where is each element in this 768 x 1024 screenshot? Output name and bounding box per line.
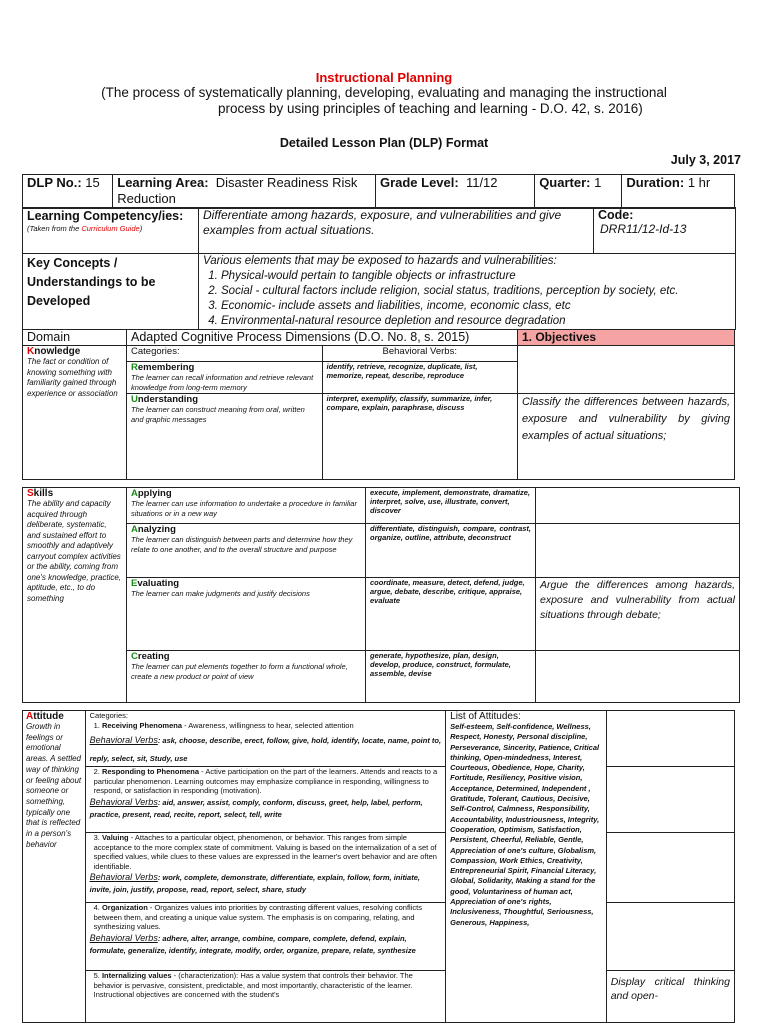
objectives-header: 1. Objectives bbox=[518, 330, 735, 346]
applying-objective-cell bbox=[536, 488, 740, 524]
applying-cell bbox=[127, 488, 366, 524]
learning-area-cell: Learning Area: Disaster Readiness Risk Reduction bbox=[113, 175, 376, 209]
quarter-cell: Quarter: 1 bbox=[535, 175, 622, 209]
key-concepts-label-cell bbox=[23, 254, 199, 330]
evaluating-verbs: coordinate, measure, detect, defend, judge, argue, debate, describe, critique, appraise, evaluate bbox=[366, 578, 536, 651]
competency-text-cell bbox=[199, 208, 594, 254]
competency-note: (Taken from the Curriculum Guide) bbox=[27, 224, 143, 233]
skills-table bbox=[22, 487, 740, 703]
understanding-verbs: interpret, exemplify, classify, summarize, infer, compare, explain, paraphrase, discuss bbox=[322, 394, 518, 480]
key-concepts-label: Key Concepts / Understandings to be Developed bbox=[27, 256, 156, 308]
attitude-verbs: Behavioral Verbs: adhere, alter, arrange, combine, compare, complete, defend, explain, formulate, generalize, identify, integrate, modify, order, organize, prepare, relate, synthesize bbox=[89, 932, 416, 955]
evaluating-title: Evaluating bbox=[131, 578, 180, 589]
analyzing-title: Analyzing bbox=[131, 524, 176, 535]
attitude-cat-2 bbox=[85, 767, 446, 833]
dlp-cell: DLP No.: 15 bbox=[23, 175, 113, 209]
attitude-list: Self-esteem, Self-confidence, Wellness, Respect, Honesty, Personal discipline, Perseverance, Sincerity, Patience, Critical thinking, Open-mindedness, Interest, Courteous, Obedience, Hope, Charity, Fortitude, Resiliency, Positive vision, Acceptance, Determined, Independent , Gratitude, Tolerant, Cautious, Decisive, Self-Control, Calmness, Responsibility, Accountability, Industriousness, Integrity, Cooperation, Optimism, Satisfaction, Persistent, Cheerful, Reliable, Gentle, Appreciation of one's culture, Globalism, Compassion, Work Ethics, Creativity, Entrepreneurial Spirit, Financial Literacy, Global, Solidarity, Making a stand for the good, Voluntariness of human act, Appreciation of one's rights, Inclusiveness, Thoughtful, Seriousness, Generous, Happiness, bbox=[450, 722, 600, 927]
attitude-verbs: Behavioral Verbs: work, complete, demonstrate, differentiate, explain, follow, form, initiate, invite, join, justify, propose, read, report, select, share, study bbox=[89, 872, 420, 894]
attitude-verbs: Behavioral Verbs: ask, choose, describe, erect, follow, give, hold, identify, locate, name, point to, reply, select, sit, Study, use bbox=[89, 735, 442, 763]
attitude-cat-text: 5. Internalizing values - (characterization): Has a value system that controls their behavior. The behavior is pervasive, consistent, predictable, and most importantly, characteristic of the learner. Instructional objectives are concerned with the student's bbox=[93, 971, 413, 999]
key-concept-item: 2. Social - cultural factors include religion, social status, traditions, perception by society, etc. bbox=[221, 284, 731, 299]
duration-cell: Duration: 1 hr bbox=[622, 175, 735, 209]
creating-desc: The learner can put elements together to form a functional whole, create a new product or point of view bbox=[131, 662, 348, 681]
creating-title: Creating bbox=[131, 651, 170, 662]
knowledge-table bbox=[22, 329, 735, 480]
attitude-cat-text: 2. Responding to Phenomena - Active participation on the part of the learners. Attends and reacts to a particular phenomenon. Learning outcomes may emphasize compliance in responding, willingness to respond, or satisfaction in responding (motivation). bbox=[93, 767, 438, 795]
skills-title: Skills bbox=[27, 488, 54, 499]
remembering-desc: The learner can recall information and retrieve relevant knowledge from long-term memory bbox=[131, 373, 314, 392]
attitude-cat-3 bbox=[85, 833, 446, 903]
info-table bbox=[22, 174, 735, 209]
attitude-cat-text: 1. Receiving Phenomena - Awareness, willingness to hear, selected attention bbox=[93, 720, 354, 730]
attitude-table bbox=[22, 710, 735, 1023]
attitude-title: Attitude bbox=[26, 711, 64, 722]
key-concepts-content-cell bbox=[199, 254, 736, 330]
attitude-desc: Growth in feelings or emotional areas. A settled way of thinking or feeling about someone or something, typically one that is reflected in a person's behavior bbox=[26, 722, 82, 849]
objective-empty-cell bbox=[518, 346, 735, 394]
code-label: Code: bbox=[598, 208, 634, 222]
key-concept-item: 3. Economic- include assets and liabilities, income, economic class, etc bbox=[221, 299, 731, 314]
applying-verbs: execute, implement, demonstrate, dramatize, interpret, solve, use, illustrate, convert, discover bbox=[366, 488, 536, 524]
subtitle-line1: (The process of systematically planning, developing, evaluating and managing the instructional bbox=[101, 85, 667, 100]
knowledge-title: Knowledge bbox=[27, 346, 81, 357]
attitude-objective-cell-2 bbox=[606, 767, 734, 833]
remembering-verbs: identify, retrieve, recognize, duplicate, list, memorize, repeat, describe, reproduce bbox=[322, 362, 518, 394]
remembering-cell bbox=[127, 362, 323, 394]
remembering-title: Remembering bbox=[131, 362, 195, 373]
key-concept-item: 4. Environmental-natural resource depletion and resource degradation bbox=[221, 314, 731, 329]
understanding-desc: The learner can construct meaning from oral, written and graphic messages bbox=[131, 405, 305, 424]
analyzing-objective-cell bbox=[536, 524, 740, 578]
attitude-cat-4 bbox=[85, 903, 446, 971]
attitude-objective-cell-1 bbox=[606, 711, 734, 767]
attitude-objective-cell-4 bbox=[606, 903, 734, 971]
creating-objective-cell bbox=[536, 651, 740, 703]
attitude-list-title: List of Attitudes: bbox=[450, 711, 521, 722]
understanding-cell bbox=[127, 394, 323, 480]
code-cell bbox=[594, 208, 736, 254]
attitude-categories-label: Categories: bbox=[89, 711, 128, 720]
knowledge-desc: The fact or condition of knowing something with familiarity gained through experience or association bbox=[27, 357, 118, 398]
page-title: Instructional Planning bbox=[315, 70, 453, 85]
key-concept-item: 1. Physical-would pertain to tangible objects or infrastructure bbox=[221, 269, 731, 284]
lesson-date: July 3, 2017 bbox=[670, 153, 741, 167]
domain-header: Domain bbox=[23, 330, 127, 346]
competency-label: Learning Competency/ies: bbox=[27, 209, 184, 223]
analyzing-verbs: differentiate, distinguish, compare, contrast, organize, outline, attribute, deconstruct bbox=[366, 524, 536, 578]
analyzing-cell bbox=[127, 524, 366, 578]
applying-desc: The learner can use information to undertake a procedure in familiar situations or in a new way bbox=[131, 499, 357, 518]
categories-header: Categories: bbox=[127, 346, 323, 362]
applying-title: Applying bbox=[131, 488, 172, 499]
knowledge-objective-cell bbox=[518, 394, 735, 480]
attitude-list-cell bbox=[446, 711, 607, 1023]
key-concepts-intro: Various elements that may be exposed to hazards and vulnerabilities: bbox=[203, 255, 557, 267]
competency-text: Differentiate among hazards, exposure, and vulnerabilities and give examples from actual situations. bbox=[203, 208, 562, 237]
skills-objective: Argue the differences among hazards, exposure and vulnerability from actual situations through debate; bbox=[540, 579, 735, 621]
attitude-verbs: Behavioral Verbs: aid, answer, assist, comply, conform, discuss, greet, help, label, perform, practice, present, read, recite, report, select, tell, write bbox=[89, 796, 423, 819]
attitude-objective-cell-5 bbox=[606, 971, 734, 1023]
creating-cell bbox=[127, 651, 366, 703]
skills-domain-cell bbox=[23, 488, 127, 703]
understanding-title: Understanding bbox=[131, 394, 199, 405]
skills-desc: The ability and capacity acquired through deliberate, systematic, and sustained effort to smoothly and adaptively carryout complex activities or the ability, coming from one's knowledge, practice, aptitude, etc., to do something bbox=[27, 499, 122, 603]
format-title: Detailed Lesson Plan (DLP) Format bbox=[279, 136, 489, 150]
attitude-cat-1 bbox=[85, 711, 446, 767]
code-value: DRR11/12-Id-13 bbox=[600, 222, 687, 236]
attitude-domain-cell bbox=[23, 711, 86, 1023]
competency-label-cell bbox=[23, 208, 199, 254]
attitude-cat-text: 4. Organization - Organizes values into priorities by contrasting different values, resolving conflicts between them, and creating a unique value system. The emphasis is on comparing, relating, and synthesizing values. bbox=[93, 903, 422, 931]
evaluating-cell bbox=[127, 578, 366, 651]
creating-verbs: generate, hypothesize, plan, design, develop, produce, construct, formulate, assemble, devise bbox=[366, 651, 536, 703]
attitude-cat-5 bbox=[85, 971, 446, 1023]
grade-level-cell: Grade Level: 11/12 bbox=[375, 175, 534, 209]
competency-table bbox=[22, 207, 736, 330]
subtitle-line2: process by using principles of teaching and learning - D.O. 42, s. 2016) bbox=[218, 101, 643, 116]
attitude-cat-text: 3. Valuing - Attaches to a particular object, phenomenon, or behavior. This ranges from simple acceptance to the more complex state of commitment. Valuing is based on the internalization of a set of specified values, while clues to these values are expressed in the learner's overt behavior and are often identifiable. bbox=[93, 833, 437, 871]
dimensions-header: Adapted Cognitive Process Dimensions (D.O. No. 8, s. 2015) bbox=[127, 330, 518, 346]
knowledge-objective: Classify the differences between hazards, exposure and vulnerability by giving examples of actual situations; bbox=[522, 396, 730, 442]
verbs-header: Behavioral Verbs: bbox=[322, 346, 518, 362]
knowledge-domain-cell bbox=[23, 346, 127, 480]
skills-objective-cell bbox=[536, 578, 740, 651]
attitude-objective: Display critical thinking and open- bbox=[610, 976, 730, 1002]
evaluating-desc: The learner can make judgments and justify decisions bbox=[131, 589, 310, 598]
attitude-objective-cell-3 bbox=[606, 833, 734, 903]
key-concepts-list bbox=[203, 269, 731, 329]
analyzing-desc: The learner can distinguish between parts and determine how they relate to one another, and to the overall structure and purpose bbox=[131, 535, 353, 554]
